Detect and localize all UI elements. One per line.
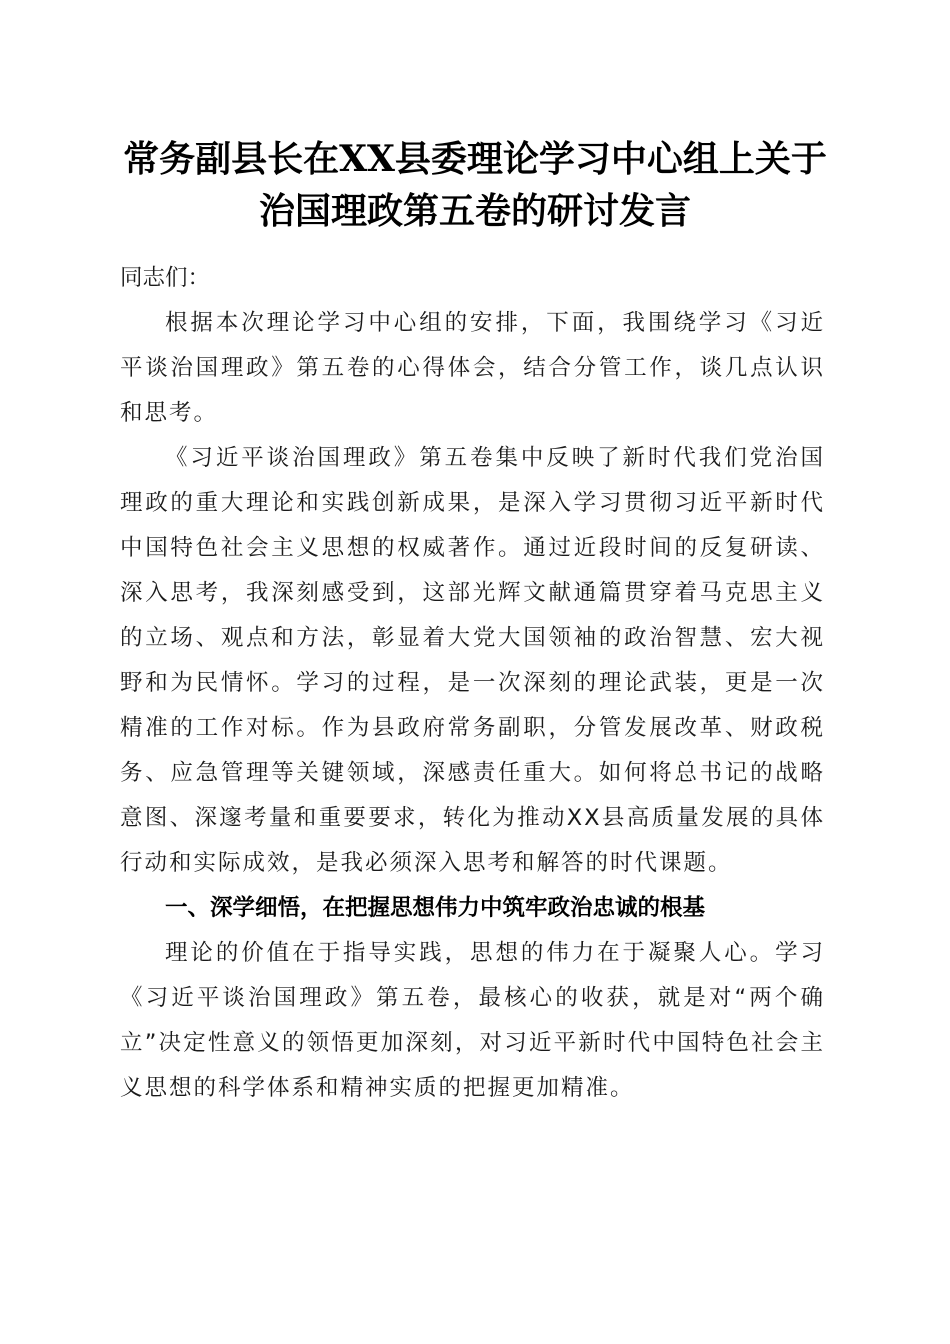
document-body bbox=[120, 256, 825, 1111]
document-title bbox=[100, 133, 850, 237]
title-line-1: 常务副县长在XX县委理论学习中心组上关于 bbox=[123, 138, 827, 180]
title-line-2: 治国理政第五卷的研讨发言 bbox=[258, 190, 691, 232]
salutation: 同志们： bbox=[120, 265, 211, 291]
paragraph-overview: 《习近平谈治国理政》第五卷集中反映了新时代我们党治国理政的重大理论和实践创新成果，是深入学习贯彻习近平新时代中国特色社会主义思想的权威著作。通过近段时间的反复研读、深入思考，我深刻感受到，这部光辉文献通篇贯穿着马克思主义的立场、观点和方法，彰显着大党大国领袖的政治智慧、宏大视野和为民情怀。学习的过程，是一次深刻的理论武装，更是一次精准的工作对标。作为县政府常务副职，分管发展改革、财政税务、应急管理等关键领域，深感责任重大。如何将总书记的战略意图、深邃考量和重要要求，转化为推动XX县高质量发展的具体行动和实际成效，是我必须深入思考和解答的时代课题。 bbox=[120, 445, 825, 876]
paragraph-intro: 根据本次理论学习中心组的安排，下面，我围绕学习《习近平谈治国理政》第五卷的心得体会，结合分管工作，谈几点认识和思考。 bbox=[120, 310, 825, 426]
section-1-paragraph: 理论的价值在于指导实践，思想的伟力在于凝聚人心。学习《习近平谈治国理政》第五卷，最核心的收获，就是对“两个确立”决定性意义的领悟更加深刻，对习近平新时代中国特色社会主义思想的科学体系和精神实质的把握更加精准。 bbox=[120, 940, 825, 1101]
section-heading-1: 一、深学细悟，在把握思想伟力中筑牢政治忠诚的根基 bbox=[165, 895, 706, 921]
